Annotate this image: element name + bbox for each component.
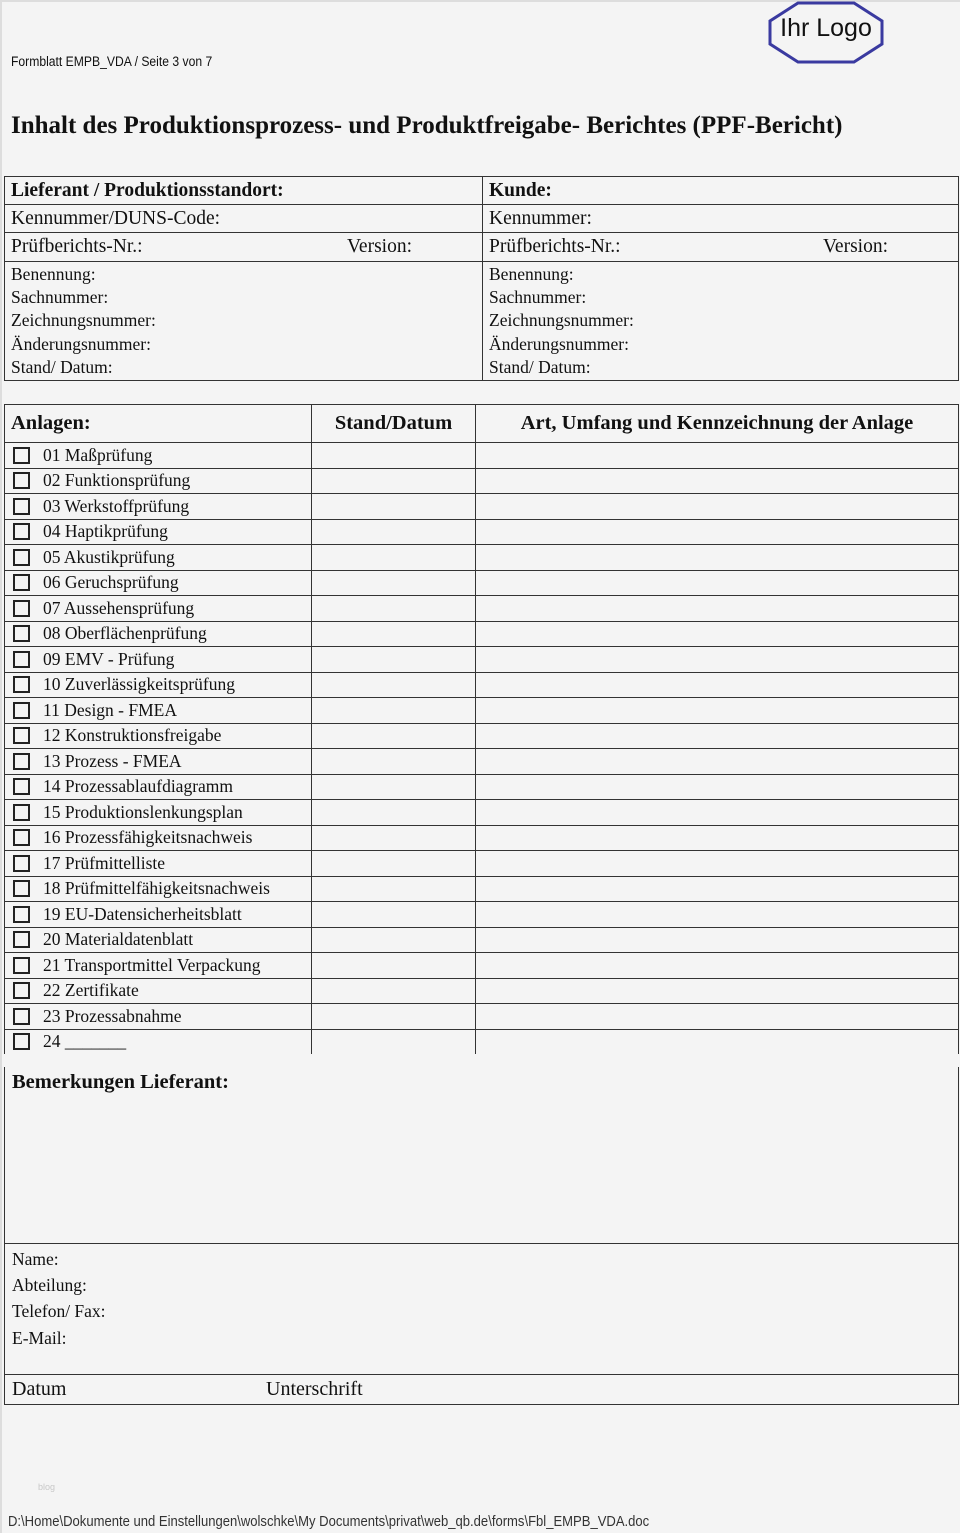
checkbox[interactable] xyxy=(13,804,30,821)
attachment-item xyxy=(5,468,312,494)
attachment-label: 08 Oberflächenprüfung xyxy=(43,623,207,644)
attachment-row xyxy=(5,443,959,469)
attachment-description-cell[interactable] xyxy=(476,851,959,877)
field-label: Benennung: xyxy=(489,264,574,284)
attachment-description-cell[interactable] xyxy=(476,978,959,1004)
attachment-row xyxy=(5,519,959,545)
attachment-description-cell[interactable] xyxy=(476,876,959,902)
attachment-item xyxy=(5,596,312,622)
checkbox[interactable] xyxy=(13,982,30,999)
supplier-report-field[interactable] xyxy=(5,233,483,262)
report-label: Prüfberichts-Nr.: xyxy=(11,236,143,257)
attachment-label: 05 Akustikprüfung xyxy=(43,546,175,567)
attachment-label: 24 _______ xyxy=(43,1031,127,1052)
field-label: Zeichnungsnummer: xyxy=(489,310,634,331)
attachment-date-cell[interactable] xyxy=(312,1004,476,1030)
attachment-row xyxy=(5,927,959,953)
checkbox[interactable] xyxy=(13,498,30,515)
field-label: Stand/ Datum: xyxy=(11,356,113,377)
field-label: Änderungsnummer: xyxy=(489,333,629,354)
field-label: Benennung: xyxy=(11,264,96,284)
attachment-label: 17 Prüfmittelliste xyxy=(43,852,166,873)
attachment-description-cell[interactable] xyxy=(476,672,959,698)
attachment-row xyxy=(5,876,959,902)
attachment-date-cell[interactable] xyxy=(312,621,476,647)
attachment-item xyxy=(5,443,312,469)
checkbox[interactable] xyxy=(13,447,30,464)
attachment-row xyxy=(5,774,959,800)
contact-email-label: E-Mail: xyxy=(12,1328,67,1348)
attachment-item xyxy=(5,825,312,851)
attachment-item xyxy=(5,927,312,953)
checkbox[interactable] xyxy=(13,702,30,719)
attachments-table xyxy=(4,404,959,1054)
attachment-row xyxy=(5,1029,959,1054)
attachment-date-cell[interactable] xyxy=(312,851,476,877)
attachment-label: 19 EU-Datensicherheitsblatt xyxy=(43,903,242,924)
attachment-label: 03 Werkstoffprüfung xyxy=(43,495,190,516)
logo xyxy=(768,1,884,64)
checkbox[interactable] xyxy=(13,549,30,566)
checkbox[interactable] xyxy=(13,880,30,897)
attachment-description-cell[interactable] xyxy=(476,1029,959,1054)
attachment-item xyxy=(5,519,312,545)
attachment-date-cell[interactable] xyxy=(312,545,476,571)
attachment-date-cell[interactable] xyxy=(312,927,476,953)
attachment-description-cell[interactable] xyxy=(476,953,959,979)
attachment-row xyxy=(5,953,959,979)
attachment-date-cell[interactable] xyxy=(312,672,476,698)
supplier-heading: Lieferant / Produktionsstandort: xyxy=(5,177,483,205)
contact-box[interactable] xyxy=(4,1243,959,1375)
attachment-date-cell[interactable] xyxy=(312,953,476,979)
attachment-date-cell[interactable] xyxy=(312,978,476,1004)
attachment-date-cell[interactable] xyxy=(312,468,476,494)
attachment-date-cell[interactable] xyxy=(312,494,476,520)
attachment-item xyxy=(5,621,312,647)
report-label: Prüfberichts-Nr.: xyxy=(489,236,621,257)
signature-row[interactable] xyxy=(4,1374,959,1405)
attachment-date-cell[interactable] xyxy=(312,902,476,928)
attachment-item xyxy=(5,698,312,724)
attachment-label: 06 Geruchsprüfung xyxy=(43,572,179,593)
attachment-date-cell[interactable] xyxy=(312,519,476,545)
checkbox[interactable] xyxy=(13,855,30,872)
attachment-item xyxy=(5,749,312,775)
attachment-date-cell[interactable] xyxy=(312,596,476,622)
supplier-remarks-box[interactable] xyxy=(4,1067,959,1244)
attachment-date-cell[interactable] xyxy=(312,698,476,724)
page-title: Inhalt des Produktionsprozess- und Produktfreigabe- Berichtes (PPF-Bericht) xyxy=(11,112,843,139)
attachment-row xyxy=(5,545,959,571)
attachment-label: 04 Haptikprüfung xyxy=(43,521,168,542)
attachment-row xyxy=(5,621,959,647)
checkbox[interactable] xyxy=(13,651,30,668)
attachment-description-cell[interactable] xyxy=(476,443,959,469)
attachment-item xyxy=(5,851,312,877)
attachment-description-cell[interactable] xyxy=(476,800,959,826)
date-label: Datum xyxy=(12,1378,67,1400)
supplier-id-field[interactable]: Kennummer/DUNS-Code: xyxy=(5,205,483,233)
header-info-table xyxy=(4,176,959,381)
attachment-row xyxy=(5,596,959,622)
attachment-description-cell[interactable] xyxy=(476,749,959,775)
checkbox[interactable] xyxy=(13,957,30,974)
attachment-item xyxy=(5,800,312,826)
attachment-item xyxy=(5,1004,312,1030)
attachment-label: 14 Prozessablaufdiagramm xyxy=(43,776,234,797)
checkbox[interactable] xyxy=(13,574,30,591)
attachment-description-cell[interactable] xyxy=(476,570,959,596)
customer-part-fields[interactable] xyxy=(483,262,959,381)
footer-file-path: D:\Home\Dokumente und Einstellungen\wolschke\My Documents\privat\web_qb.de\forms\Fbl_EMPB_VDA.doc xyxy=(8,1514,650,1530)
checkbox[interactable] xyxy=(13,600,30,617)
attachment-row xyxy=(5,570,959,596)
attachment-description-cell[interactable] xyxy=(476,545,959,571)
attachment-date-cell[interactable] xyxy=(312,876,476,902)
attachment-label: 10 Zuverlässigkeitsprüfung xyxy=(43,674,235,695)
attachment-label: 22 Zertifikate xyxy=(43,980,139,1001)
column-header-description: Art, Umfang und Kennzeichnung der Anlage xyxy=(476,405,959,443)
customer-heading: Kunde: xyxy=(483,177,959,205)
attachment-label: 01 Maßprüfung xyxy=(43,444,153,465)
attachment-item xyxy=(5,647,312,673)
attachment-item xyxy=(5,876,312,902)
attachment-row xyxy=(5,647,959,673)
attachment-item xyxy=(5,723,312,749)
column-header-attachments: Anlagen: xyxy=(5,405,312,443)
field-label: Sachnummer: xyxy=(11,287,109,308)
attachment-label: 23 Prozessabnahme xyxy=(43,1005,182,1026)
attachment-item xyxy=(5,774,312,800)
attachment-date-cell[interactable] xyxy=(312,723,476,749)
attachment-label: 18 Prüfmittelfähigkeitsnachweis xyxy=(43,878,270,899)
attachment-item xyxy=(5,672,312,698)
checkbox[interactable] xyxy=(13,1008,30,1025)
attachment-label: 11 Design - FMEA xyxy=(43,699,178,720)
checkbox[interactable] xyxy=(13,676,30,693)
attachment-row xyxy=(5,800,959,826)
form-header: Formblatt EMPB_VDA / Seite 3 von 7 xyxy=(11,54,213,69)
checkbox[interactable] xyxy=(13,727,30,744)
attachment-description-cell[interactable] xyxy=(476,825,959,851)
attachment-item xyxy=(5,494,312,520)
checkbox[interactable] xyxy=(13,906,30,923)
logo-text: Ihr Logo xyxy=(780,14,872,42)
attachment-description-cell[interactable] xyxy=(476,902,959,928)
contact-department-label: Abteilung: xyxy=(12,1275,87,1295)
signature-label: Unterschrift xyxy=(266,1378,363,1400)
attachment-label: 15 Produktionslenkungsplan xyxy=(43,801,243,822)
attachment-label: 09 EMV - Prüfung xyxy=(43,648,175,669)
version-label: Version: xyxy=(823,236,888,257)
field-label: Änderungsnummer: xyxy=(11,333,151,354)
attachment-label: 20 Materialdatenblatt xyxy=(43,929,194,950)
checkbox[interactable] xyxy=(13,625,30,642)
attachment-item xyxy=(5,545,312,571)
attachment-description-cell[interactable] xyxy=(476,698,959,724)
attachment-date-cell[interactable] xyxy=(312,570,476,596)
remarks-label: Bemerkungen Lieferant: xyxy=(12,1071,229,1093)
contact-name-label: Name: xyxy=(12,1249,59,1269)
attachment-description-cell[interactable] xyxy=(476,621,959,647)
customer-report-field[interactable] xyxy=(483,233,959,262)
attachment-date-cell[interactable] xyxy=(312,1029,476,1054)
contact-phone-label: Telefon/ Fax: xyxy=(12,1301,106,1321)
attachment-date-cell[interactable] xyxy=(312,825,476,851)
checkbox[interactable] xyxy=(13,523,30,540)
attachment-row xyxy=(5,672,959,698)
attachment-item xyxy=(5,1029,312,1054)
attachment-row xyxy=(5,749,959,775)
attachment-description-cell[interactable] xyxy=(476,927,959,953)
attachment-row xyxy=(5,1004,959,1030)
attachment-label: 16 Prozessfähigkeitsnachweis xyxy=(43,827,253,848)
attachment-description-cell[interactable] xyxy=(476,494,959,520)
attachment-description-cell[interactable] xyxy=(476,1004,959,1030)
attachment-item xyxy=(5,902,312,928)
field-label: Stand/ Datum: xyxy=(489,356,591,377)
attachment-description-cell[interactable] xyxy=(476,596,959,622)
field-label: Zeichnungsnummer: xyxy=(11,310,156,331)
attachment-date-cell[interactable] xyxy=(312,647,476,673)
attachment-row xyxy=(5,902,959,928)
attachment-date-cell[interactable] xyxy=(312,774,476,800)
checkbox[interactable] xyxy=(13,472,30,489)
attachment-description-cell[interactable] xyxy=(476,468,959,494)
attachment-row xyxy=(5,851,959,877)
attachment-date-cell[interactable] xyxy=(312,800,476,826)
customer-id-field[interactable]: Kennummer: xyxy=(483,205,959,233)
attachment-row xyxy=(5,978,959,1004)
attachment-item xyxy=(5,978,312,1004)
field-label: Sachnummer: xyxy=(489,287,587,308)
attachment-date-cell[interactable] xyxy=(312,443,476,469)
attachment-label: 07 Aussehensprüfung xyxy=(43,597,195,618)
column-header-date: Stand/Datum xyxy=(312,405,476,443)
attachment-row xyxy=(5,723,959,749)
attachment-description-cell[interactable] xyxy=(476,519,959,545)
attachment-row xyxy=(5,698,959,724)
checkbox[interactable] xyxy=(13,753,30,770)
attachment-row xyxy=(5,468,959,494)
checkbox[interactable] xyxy=(13,829,30,846)
watermark: blog xyxy=(38,1482,56,1492)
attachment-label: 21 Transportmittel Verpackung xyxy=(43,954,261,975)
attachment-description-cell[interactable] xyxy=(476,774,959,800)
checkbox[interactable] xyxy=(13,931,30,948)
version-label: Version: xyxy=(347,236,412,257)
attachment-description-cell[interactable] xyxy=(476,723,959,749)
supplier-part-fields[interactable] xyxy=(5,262,483,381)
attachment-date-cell[interactable] xyxy=(312,749,476,775)
attachment-label: 13 Prozess - FMEA xyxy=(43,750,182,771)
attachment-label: 02 Funktionsprüfung xyxy=(43,470,191,491)
attachment-item xyxy=(5,570,312,596)
attachment-row xyxy=(5,494,959,520)
attachment-label: 12 Konstruktionsfreigabe xyxy=(43,725,222,746)
checkbox[interactable] xyxy=(13,778,30,795)
attachment-item xyxy=(5,953,312,979)
attachment-row xyxy=(5,825,959,851)
attachment-description-cell[interactable] xyxy=(476,647,959,673)
checkbox[interactable] xyxy=(13,1033,30,1050)
